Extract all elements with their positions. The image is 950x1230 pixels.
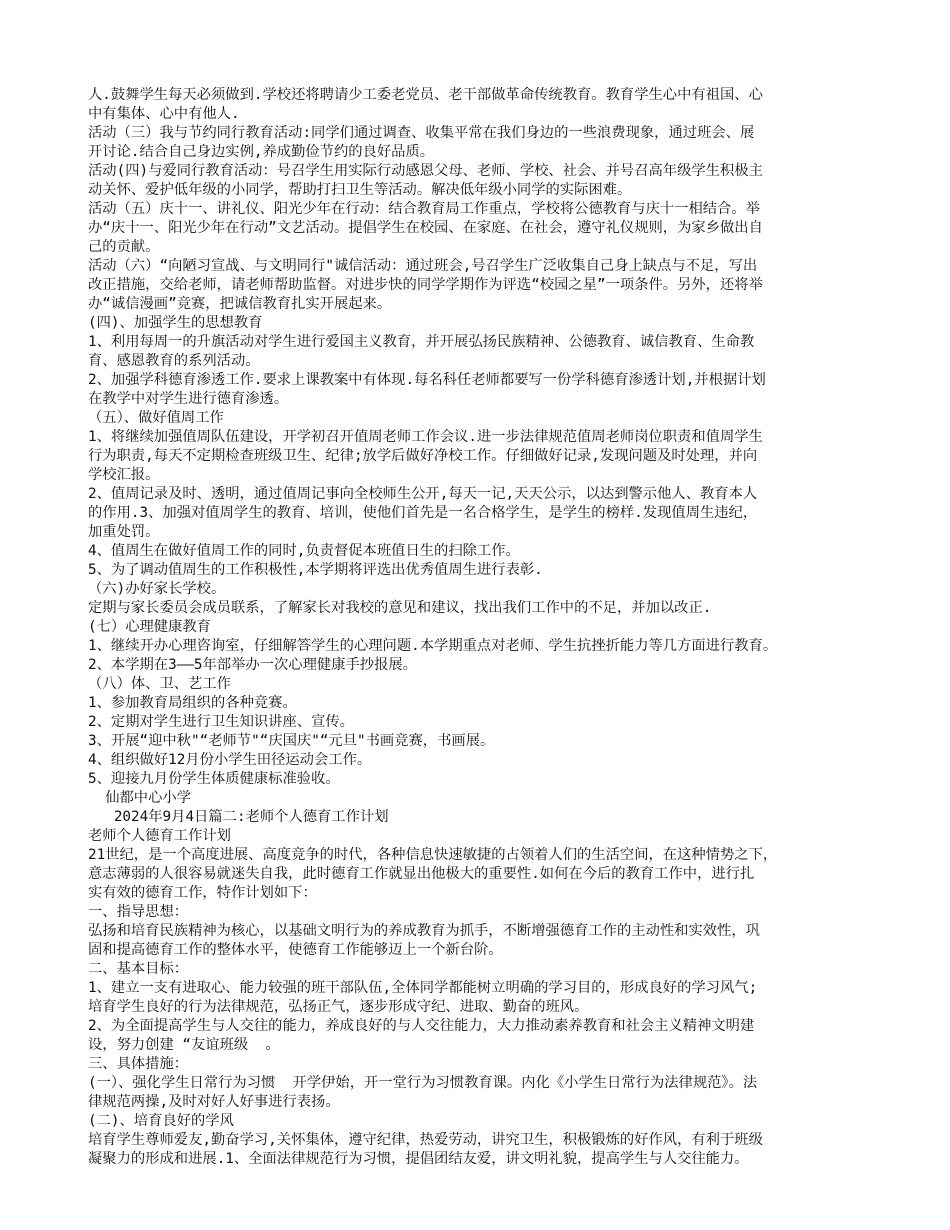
text-line: 活动（三）我与节约同行教育活动:同学们通过调查、收集平常在我们身边的一些浪费现象，通过班会、展: [88, 125, 755, 141]
text-line: 1、将继续加强值周队伍建设，开学初召开值周老师工作会议.进一步法律规范值周老师岗位职责和值周学生: [88, 429, 763, 445]
text-line: 活动（五）庆十一、讲礼仪、阳光少年在行动：结合教育局工作重点，学校将公德教育与庆十一相结合。举: [88, 201, 760, 217]
text-line: 1、建立一支有进取心、能力较强的班干部队伍,全体同学都能树立明确的学习目的，形成良好的学习风气;: [88, 980, 758, 996]
text-line: 二、基本目标：: [88, 961, 189, 977]
text-line: 育、感恩教育的系列活动。: [88, 353, 260, 369]
paragraph: [88, 314, 862, 333]
text-line: 仙都中心小学: [88, 790, 191, 806]
paragraph: [88, 922, 862, 960]
paragraph: [88, 599, 862, 618]
text-line: （五）、做好值周工作: [88, 410, 224, 426]
text-line: 活动(四)与爱同行教育活动：号召学生用实际行动感恩父母、老师、学校、社会、并号召高年级学生积极主: [88, 163, 763, 179]
text-line: 己的贡献。: [88, 239, 160, 255]
text-line: (七）心理健康教育: [88, 619, 211, 635]
text-line: （八）体、卫、艺工作: [88, 676, 231, 692]
text-line: (一）、强化学生日常行为习惯 开学伊始，开一堂行为习惯教育课。内化《小学生日常行为法律规范》。法: [88, 1075, 758, 1091]
text-line: 凝聚力的形成和进展.1、全面法律规范行为习惯，提倡团结友爱，讲文明礼貌，提高学生与人交往能力。: [88, 1151, 749, 1167]
text-line: (四)、加强学生的思想教育: [88, 315, 263, 331]
text-line: 2、本学期在3——5年部举办一次心理健康手抄报展。: [88, 657, 417, 673]
text-line: 律规范两操,及时对好人好事进行表扬。: [88, 1094, 340, 1110]
text-line: 4、值周生在做好值周工作的同时,负责督促本班值日生的扫除工作。: [88, 543, 520, 559]
paragraph: [88, 713, 862, 732]
paragraph: [88, 808, 862, 827]
paragraph: [88, 485, 862, 542]
text-line: 3、开展“迎中秋"“老师节"“庆国庆"“元旦"书画竞赛，书画展。: [88, 733, 495, 749]
paragraph: [88, 561, 862, 580]
paragraph: [88, 162, 862, 200]
paragraph: [88, 675, 862, 694]
paragraph: [88, 694, 862, 713]
text-line: (二)、培育良好的学风: [88, 1113, 234, 1129]
text-line: 学校汇报。: [88, 467, 160, 483]
text-line: 弘扬和培育民族精神为核心，以基础文明行为的养成教育为抓手，不断增强德育工作的主动性和实效性，巩: [88, 923, 760, 939]
text-line: 人.鼓舞学生每天必须做到.学校还将聘请少工委老党员、老干部做革命传统教育。教育学生心中有祖国、心: [88, 87, 763, 103]
paragraph: [88, 371, 862, 409]
paragraph: [88, 257, 862, 314]
text-line: 2、加强学科德育渗透工作.要求上课教案中有体现.每名科任老师都要写一份学科德育渗透计划,并根据计划: [88, 372, 766, 388]
paragraph: [88, 637, 862, 656]
text-line: 的作用.3、加强对值周学生的教育、培训，使他们首先是一名合格学生，是学生的榜样.发现值周生违纪，: [88, 505, 758, 521]
text-line: 定期与家长委员会成员联系，了解家长对我校的意见和建议，找出我们工作中的不足，并加以改正.: [88, 600, 712, 616]
paragraph: [88, 86, 862, 124]
paragraph: [88, 656, 862, 675]
text-line: 5、迎接九月份学生体质健康标准验收。: [88, 771, 340, 787]
text-line: 设，努力创建 “友谊班级 。: [88, 1037, 280, 1053]
paragraph: [88, 1131, 862, 1169]
text-line: 2024年9月4日篇二:老师个人德育工作计划: [88, 809, 389, 825]
text-line: 一、指导思想：: [88, 904, 189, 920]
text-line: 培育学生尊师爱友,勤奋学习,关怀集体，遵守纪律，热爱劳动，讲究卫生，积极锻炼的好作风，有利于班级: [88, 1132, 763, 1148]
text-line: 活动（六）“向陋习宣战、与文明同行"诚信活动：通过班会,号召学生广泛收集自己身上缺点与不足，写出: [88, 258, 758, 274]
text-line: 21世纪，是一个高度进展、高度竞争的时代，各种信息快速敏捷的占领着人们的生活空间，在这种情势之下，: [88, 847, 778, 863]
text-line: 2、为全面提高学生与人交往的能力，养成良好的与人交往能力，大力推动素养教育和社会主义精神文明建: [88, 1018, 755, 1034]
text-line: 培育学生良好的行为法律规范，弘扬正气，逐步形成守纪、进取、勤奋的班风。: [88, 999, 589, 1015]
paragraph: [88, 770, 862, 789]
paragraph: [88, 789, 862, 808]
text-line: 改正措施，交给老师，请老师帮助监督。对进步快的同学学期作为评选“校园之星”一项条件。另外，还将举: [88, 277, 763, 293]
text-line: 办“庆十一、阳光少年在行动”文艺活动。提倡学生在校园、在家庭、在社会，遵守礼仪规则，为家乡做出自: [88, 220, 763, 236]
paragraph: [88, 1074, 862, 1112]
text-line: 老师个人德育工作计划: [88, 828, 231, 844]
text-line: 在教学中对学生进行德育渗透。: [88, 391, 289, 407]
text-line: 意志薄弱的人很容易就迷失自我，此时德育工作就显出他极大的重要性.如何在今后的教育工作中，进行扎: [88, 866, 755, 882]
paragraph: [88, 732, 862, 751]
text-line: 1、利用每周一的升旗活动对学生进行爱国主义教育，并开展弘扬民族精神、公德教育、诚信教育、生命教: [88, 334, 755, 350]
text-line: 5、为了调动值周生的工作积极性,本学期将评选出优秀值周生进行表彰.: [88, 562, 543, 578]
paragraph: [88, 1055, 862, 1074]
text-line: 实有效的德育工作，特作计划如下：: [88, 885, 317, 901]
text-line: 办“诚信漫画”竞赛，把诚信教育扎实开展起来。: [88, 296, 392, 312]
paragraph: [88, 580, 862, 599]
text-line: 中有集体、心中有他人.: [88, 106, 240, 122]
paragraph: [88, 827, 862, 846]
text-line: 1、参加教育局组织的各种竞赛。: [88, 695, 297, 711]
paragraph: [88, 333, 862, 371]
text-line: 动关怀、爱护低年级的小同学，帮助打扫卫生等活动。解决低年级小同学的实际困难。: [88, 182, 632, 198]
text-line: 1、继续开办心理咨询室，仔细解答学生的心理问题.本学期重点对老师、学生抗挫折能力等几方面进行教育。: [88, 638, 778, 654]
paragraph: [88, 751, 862, 770]
text-line: 4、组织做好12月份小学生田径运动会工作。: [88, 752, 372, 768]
paragraph: [88, 618, 862, 637]
paragraph: [88, 124, 862, 162]
paragraph: [88, 846, 862, 903]
text-line: 2、值周记录及时、透明，通过值周记事向全校师生公开,每天一记,天天公示，以达到警示他人、教育本人: [88, 486, 758, 502]
paragraph: [88, 903, 862, 922]
text-line: 固和提高德育工作的整体水平，使德育工作能够迈上一个新台阶。: [88, 942, 503, 958]
paragraph: [88, 428, 862, 485]
paragraph: [88, 200, 862, 257]
paragraph: [88, 542, 862, 561]
text-line: （六)办好家长学校。: [88, 581, 226, 597]
paragraph: [88, 979, 862, 1017]
paragraph: [88, 960, 862, 979]
text-line: 2、定期对学生进行卫生知识讲座、宣传。: [88, 714, 354, 730]
paragraph: [88, 1017, 862, 1055]
text-line: 行为职责,每天不定期检查班级卫生、纪律;放学后做好净校工作。仔细做好记录,发现问题及时处理，并向: [88, 448, 758, 464]
text-line: 三、具体措施：: [88, 1056, 189, 1072]
text-line: 开讨论.结合自己身边实例,养成勤俭节约的良好品质。: [88, 144, 435, 160]
text-line: 加重处罚。: [88, 524, 160, 540]
paragraph: [88, 409, 862, 428]
paragraph: [88, 1112, 862, 1131]
